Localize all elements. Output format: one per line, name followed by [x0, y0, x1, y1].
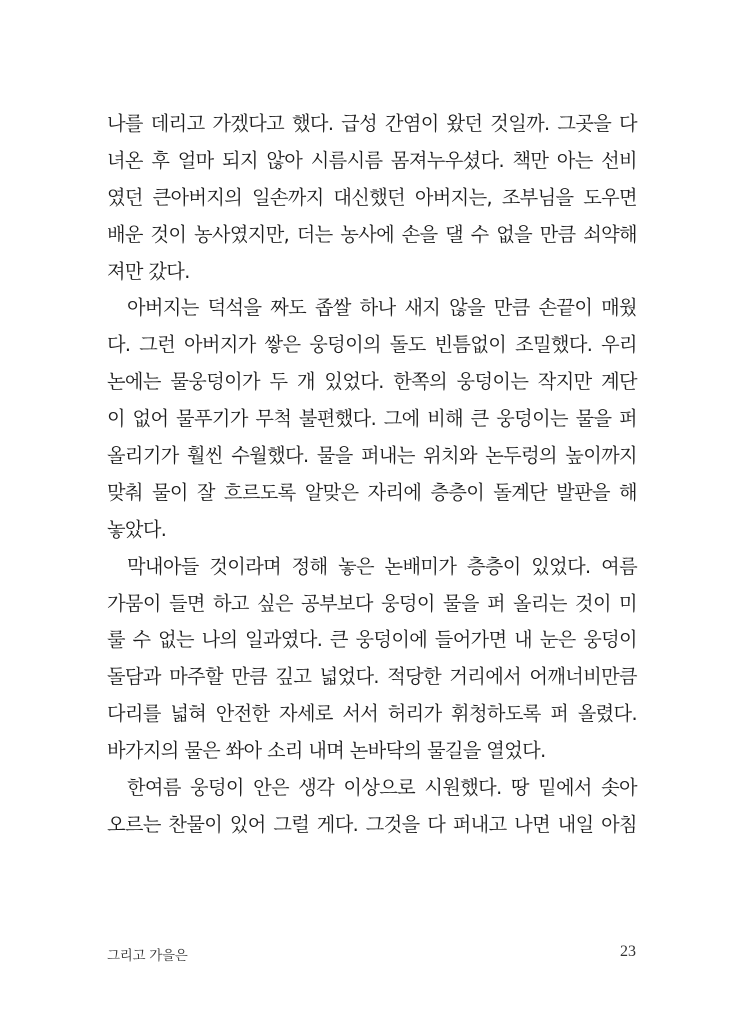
text-line: 놓았다.: [107, 517, 167, 541]
text-line: 배운 것이 농사였지만, 더는 농사에 손을 댈 수 없을 만큼 쇠약해: [107, 222, 637, 246]
text-line: 한여름 웅덩이 안은 생각 이상으로 시원했다. 땅 밑에서 솟아: [127, 776, 637, 800]
text-line: 바가지의 물은 쏴아 소리 내며 논바닥의 물길을 열었다.: [107, 739, 546, 763]
text-line: 다리를 넓혀 안전한 자세로 서서 허리가 휘청하도록 퍼 올렸다.: [107, 702, 637, 726]
page-number: 23: [620, 943, 636, 960]
text-line: 였던 큰아버지의 일손까지 대신했던 아버지는, 조부님을 도우면: [107, 185, 637, 209]
text-line: 져만 갔다.: [107, 259, 190, 283]
text-line: 아버지는 덕석을 짜도 좁쌀 하나 새지 않을 만큼 손끝이 매웠: [127, 296, 637, 320]
text-line: 이 없어 물푸기가 무척 불편했다. 그에 비해 큰 웅덩이는 물을 퍼: [107, 407, 637, 431]
page-footer: [107, 944, 637, 966]
body-text: [107, 106, 637, 844]
text-line: 룰 수 없는 나의 일과였다. 큰 웅덩이에 들어가면 내 눈은 웅덩이: [107, 628, 637, 652]
text-line: 올리기가 훨씬 수월했다. 물을 퍼내는 위치와 논두렁의 높이까지: [107, 444, 637, 468]
text-line: 나를 데리고 가겠다고 했다. 급성 간염이 왔던 것일까. 그곳을 다: [107, 112, 637, 135]
running-title: 그리고 가을은: [107, 948, 188, 964]
text-line: 돌담과 마주할 만큼 깊고 넓었다. 적당한 거리에서 어깨너비만큼: [107, 665, 637, 689]
text-line: 맞춰 물이 잘 흐르도록 알맞은 자리에 층층이 돌계단 발판을 해: [107, 480, 637, 504]
text-line: 녀온 후 얼마 되지 않아 시름시름 몸져누우셨다. 책만 아는 선비: [107, 148, 637, 172]
text-line: 논에는 물웅덩이가 두 개 있었다. 한쪽의 웅덩이는 작지만 계단: [107, 370, 637, 394]
text-line: 막내아들 것이라며 정해 놓은 논배미가 층층이 있었다. 여름: [127, 554, 637, 578]
text-line: 오르는 찬물이 있어 그럴 게다. 그것을 다 퍼내고 나면 내일 아침: [107, 812, 637, 836]
text-line: 다. 그런 아버지가 쌓은 웅덩이의 돌도 빈틈없이 조밀했다. 우리: [107, 333, 637, 357]
text-line: 가뭄이 들면 하고 싶은 공부보다 웅덩이 물을 퍼 올리는 것이 미: [107, 591, 637, 615]
